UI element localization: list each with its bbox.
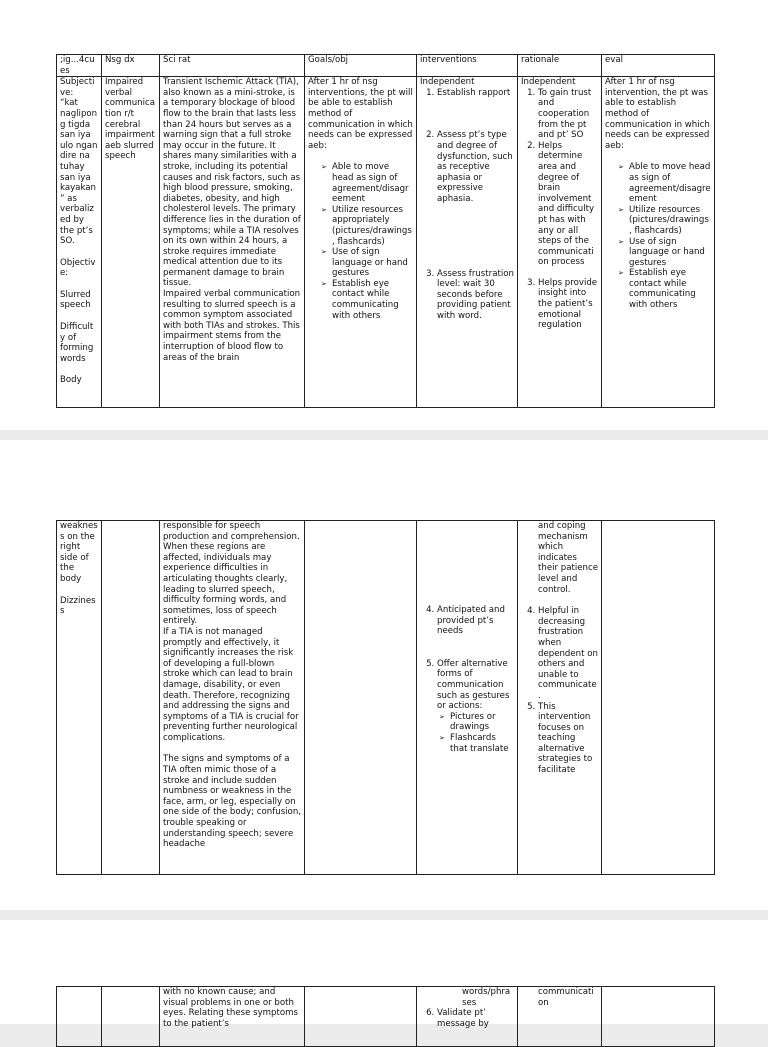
interventions-cell [417, 77, 518, 408]
interventions-heading: Independent [420, 77, 475, 88]
sci-rat-cell [160, 77, 305, 408]
list-item: 2. Helps determine area and degree of brain involvement and difficulty pt has with any or all steps of the communication process [538, 141, 598, 268]
list-item: 1. Establish rapport [437, 88, 514, 99]
care-plan-table-page-1 [56, 54, 715, 408]
page-2 [0, 440, 768, 910]
table-header-row [57, 55, 715, 77]
goals-cell [305, 987, 417, 1047]
rationale-cell [518, 77, 602, 408]
rationale-5-continued: communication [538, 987, 594, 1008]
rationale-heading: Independent [521, 77, 576, 88]
list-item: ➢ Utilize resources appropriately (pictures/drawings, flashcards) [321, 205, 413, 247]
cues-cell [57, 987, 102, 1047]
rationale-cell [518, 521, 602, 875]
interventions-list [420, 88, 514, 322]
list-item: 2. Assess pt’s type and degree of dysfunction, such as receptive aphasia or expressive aphasia. [437, 130, 514, 204]
goals-list [308, 162, 413, 321]
intervention-5-text: Offer alternative forms of communication such as gestures or actions: [437, 658, 510, 712]
sci-rat-paragraph-2: Impaired verbal communication resulting to slurred speech is a common symptom associated with both TIAs and strokes. This impairment stems from the interruption of blood flow to areas of the brain [163, 289, 301, 363]
nursing-diagnosis: Impaired verbal communication r/t cerebral impairment aeb slurred speech [105, 77, 155, 162]
care-plan-table-page-2 [56, 520, 715, 875]
list-item: ➢ Able to move head as sign of agreement/disagreement [321, 162, 413, 204]
eval-list [605, 162, 711, 310]
rationale-list [521, 606, 598, 776]
eval-intro: After 1 hr of nsg intervention, the pt was able to establish method of communication in which needs can be expressed aeb: [605, 77, 710, 151]
header-interventions: interventions [417, 55, 518, 77]
eval-cell [602, 987, 715, 1047]
interventions-cell [417, 521, 518, 875]
list-item: 4. Helpful in decreasing frustration when dependent on others and unable to communicate. [538, 606, 598, 701]
header-sci-rat: Sci rat [160, 55, 305, 77]
nsg-dx-cell [102, 521, 160, 875]
list-item [437, 659, 514, 754]
rationale-3-continued: and coping mechanism which indicates their patience level and control. [538, 521, 598, 595]
page-3 [0, 920, 768, 1029]
interventions-list [420, 1008, 514, 1029]
table-row [57, 987, 715, 1047]
table-row [57, 521, 715, 875]
nsg-dx-cell [102, 77, 160, 408]
subjective-label: Subjective: [60, 77, 95, 98]
cues-cell [57, 521, 102, 875]
list-item: ➢ Use of sign language or hand gestures [321, 247, 413, 279]
cue-forming-words: Difficulty of forming words [60, 322, 94, 364]
eval-cell [602, 521, 715, 875]
sci-rat-paragraph-5: The signs and symptoms of a TIA often mimic those of a stroke and include sudden numbness or weakness in the face, arm, or leg, especially on one side of the body; confusion, trouble speaking or understanding speech; severe headache [163, 754, 301, 850]
cue-body: Body [60, 375, 82, 386]
interventions-cell [417, 987, 518, 1047]
subjective-quote: “kat naglipong tigda san iya ulo ngan dire na tuhay san iya kayakan” as verbalized by the pt’s SO. [60, 98, 98, 247]
list-item: 3. Assess frustration level: wait 30 seconds before providing patient with word. [437, 269, 514, 322]
page-1 [0, 0, 768, 430]
cue-dizziness: Dizziness [60, 595, 96, 617]
sci-rat-cell [160, 987, 305, 1047]
list-item: ➢ Establish eye contact while communicating with others [618, 268, 711, 310]
list-item: 1. To gain trust and cooperation from the pt and pt’ SO [538, 88, 598, 141]
goals-cell [305, 521, 417, 875]
cues-cell [57, 77, 102, 408]
cue-slurred-speech: Slurred speech [60, 289, 91, 311]
sci-rat-paragraph-4: If a TIA is not managed promptly and effectively, it significantly increases the risk of developing a full-blown stroke which can lead to brain damage, disability, or even death. Therefore, recognizing and addressing the signs and symptoms of a TIA is crucial for preventing further neurological complications. [163, 626, 299, 743]
sci-rat-paragraph-3: responsible for speech production and comprehension. When these regions are affected, individuals may experience difficulties in articulating thoughts clearly, leading to slurred speech, difficulty forming words, and sometimes, loss of speech entirely. [163, 521, 300, 627]
list-item: 3. Helps provide insight into the patient’s emotional regulation [538, 278, 598, 331]
sci-rat-cell [160, 521, 305, 875]
intervention-5-continued: words/phrases [462, 987, 511, 1008]
goals-intro: After 1 hr of nsg interventions, the pt will be able to establish method of communication in which needs can be expressed aeb: [308, 77, 413, 151]
table-row [57, 77, 715, 408]
list-item: ➢ Use of sign language or hand gestures [618, 237, 711, 269]
interventions-list [420, 605, 514, 754]
header-eval: eval [602, 55, 715, 77]
header-goals: Goals/obj [305, 55, 417, 77]
goals-cell [305, 77, 417, 408]
list-item: ➢ Flashcards that translate [439, 733, 514, 754]
objective-label: Objective: [60, 257, 96, 279]
care-plan-table-page-3 [56, 986, 715, 1047]
list-item: 5. This intervention focuses on teaching alternative strategies to facilitate [538, 702, 598, 776]
list-item: ➢ Pictures or drawings [439, 712, 514, 733]
header-rationale: rationale [518, 55, 602, 77]
eval-cell [602, 77, 715, 408]
list-item: ➢ Establish eye contact while communicating with others [321, 279, 413, 321]
list-item: 4. Anticipated and provided pt’s needs [437, 605, 514, 637]
rationale-list [521, 88, 598, 331]
list-item: ➢ Utilize resources (pictures/drawings, flashcards) [618, 205, 711, 237]
cue-weakness: weakness on the right side of the body [60, 521, 98, 584]
sci-rat-paragraph-6: with no known cause; and visual problems in one or both eyes. Relating these symptoms to the patient’s [163, 987, 298, 1029]
intervention-5-sublist [437, 712, 514, 754]
rationale-cell [518, 987, 602, 1047]
nsg-dx-cell [102, 987, 160, 1047]
sci-rat-paragraph-1: Transient Ischemic Attack (TIA), also known as a mini-stroke, is a temporary blockage of blood flow to the brain that lasts less than 24 hours but serves as a warning sign that a full stroke may occur in the future. It shares many similarities with a stroke, including its potential causes and risk factors, such as high blood pressure, smoking, diabetes, obesity, and high cholesterol levels. The primary difference lies in the duration of symptoms; while a TIA resolves on its own within 24 hours, a stroke requires immediate medical attention due to its permanent damage to brain tissue. [163, 77, 301, 289]
list-item: 6. Validate pt’ message by [437, 1008, 514, 1029]
header-cues: ;ig...4cues [57, 55, 102, 77]
header-nsg-dx: Nsg dx [102, 55, 160, 77]
list-item: ➢ Able to move head as sign of agreement/disagreement [618, 162, 711, 204]
